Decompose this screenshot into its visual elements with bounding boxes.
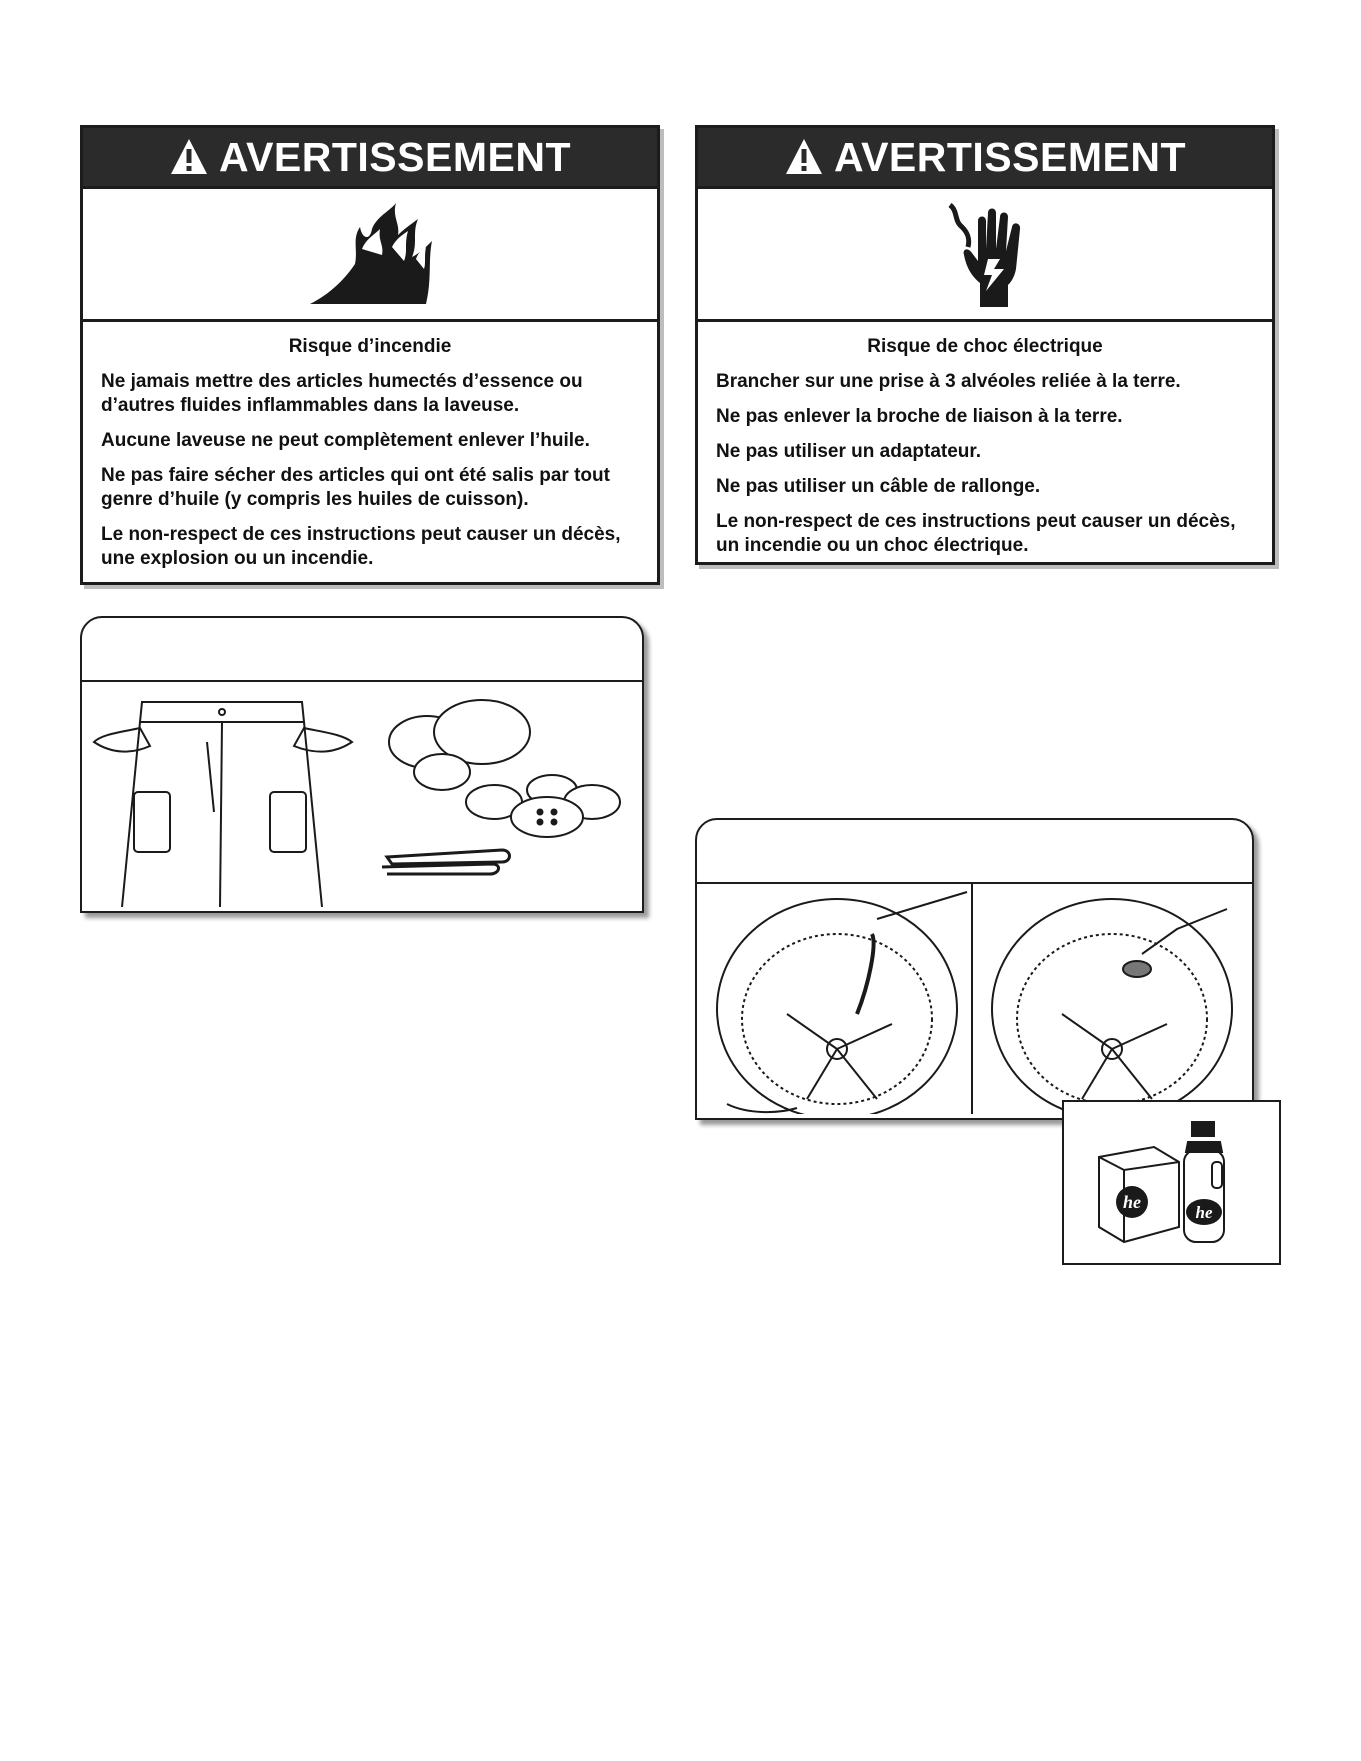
fire-warning-box — [80, 125, 660, 585]
add-detergent-illustration — [695, 818, 1254, 1120]
washer-illustration-svg — [697, 884, 1248, 1114]
panel-body — [82, 682, 642, 911]
he-bottle-logo-text: he — [1195, 1203, 1213, 1222]
coins-icon — [389, 700, 530, 790]
electric-shock-hand-icon — [940, 199, 1030, 309]
pour-liquid-detergent-icon — [717, 884, 972, 1114]
fire-warning-paragraph: Le non-respect de ces instructions peut causer un décès, une explosion ou un incendie. — [101, 524, 621, 569]
panel-header — [82, 618, 642, 682]
safety-pins-icon — [382, 850, 510, 874]
empty-pockets-illustration — [80, 616, 644, 913]
warning-header — [698, 128, 1272, 186]
he-bottle-logo — [1186, 1199, 1222, 1225]
fire-risk-title: Risque d’incendie — [288, 336, 452, 357]
fire-icon — [300, 199, 440, 309]
shock-warning-body — [698, 322, 1272, 579]
shock-warning-paragraph: Le non-respect de ces instructions peut causer un décès, un incendie ou un choc électrique. — [716, 511, 1236, 556]
fire-warning-paragraph: Aucune laveuse ne peut complètement enlever l’huile. — [101, 430, 590, 451]
add-powder-detergent-icon — [992, 899, 1232, 1114]
he-detergent-products-inset — [1062, 1100, 1281, 1265]
warning-header — [83, 128, 657, 186]
panel-body — [697, 884, 1252, 1118]
panel-header — [697, 820, 1252, 884]
fire-warning-paragraph: Ne pas faire sécher des articles qui ont été salis par tout genre d’huile (y compris les huiles de cuisson). — [101, 465, 610, 510]
he-detergent-icon — [1064, 1102, 1275, 1259]
shock-risk-title: Risque de choc électrique — [867, 336, 1103, 357]
shock-warning-paragraph: Ne pas enlever la broche de liaison à la terre. — [716, 406, 1123, 427]
shock-warning-box — [695, 125, 1275, 565]
fire-icon-row — [83, 186, 657, 322]
warning-triangle-icon — [169, 137, 209, 177]
he-box-logo — [1116, 1186, 1148, 1218]
warning-triangle-icon — [784, 137, 824, 177]
pants-empty-pockets-icon — [94, 702, 352, 907]
warning-header-text: AVERTISSEMENT — [219, 133, 571, 180]
shock-warning-paragraph: Ne pas utiliser un adaptateur. — [716, 441, 982, 462]
he-box-logo-text: he — [1123, 1192, 1141, 1212]
shock-warning-paragraph: Brancher sur une prise à 3 alvéoles reliée à la terre. — [716, 371, 1181, 392]
shock-warning-paragraph: Ne pas utiliser un câble de rallonge. — [716, 476, 1041, 497]
shock-icon-row — [698, 186, 1272, 322]
fire-warning-paragraph: Ne jamais mettre des articles humectés d’essence ou d’autres fluides inflammables dans la laveuse. — [101, 371, 583, 416]
pockets-illustration-svg — [82, 682, 638, 907]
buttons-icon — [466, 775, 620, 837]
fire-warning-body — [83, 322, 657, 592]
warning-header-text: AVERTISSEMENT — [834, 133, 1186, 180]
